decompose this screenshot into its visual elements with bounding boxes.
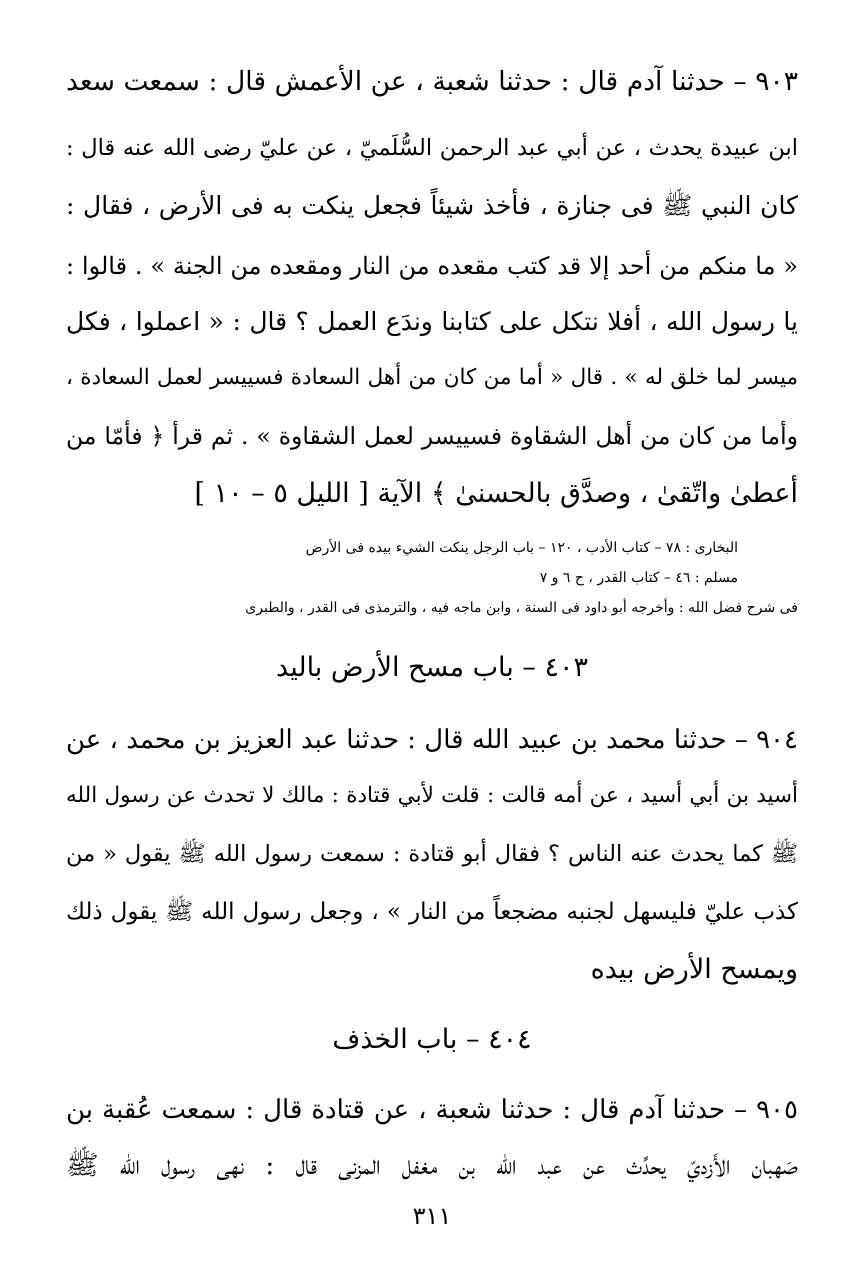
page-number: ٣١١	[412, 1202, 452, 1230]
text-line: ٩٠٥ – حدثنا آدم قال : حدثنا شعبة ، عن قتادة قال : سمعت عُقبة بن	[66, 1095, 798, 1125]
text-line: كذب عليّ فليسهل لجنبه مضجعاً من النار » ، وجعل رسول الله ﷺ يقول ذلك	[66, 899, 798, 925]
text-line: ابن عبيدة يحدث ، عن أبي عبد الرحمن السُّلَميّ ، عن عليّ رضى الله عنه قال :	[66, 135, 798, 161]
chapter-heading-404: ٤٠٤ – باب الخذف	[332, 1024, 532, 1055]
footnote-sharh: فى شرح فضل الله : وأخرجه أبو داود فى السنة ، وابن ماجه فيه ، والترمذى فى القدر ، والطبرى	[245, 600, 798, 616]
text-line: أسيد بن أبي أسيد ، عن أمه قالت : قلت لأبي قتادة : مالك لا تحدث عن رسول الله	[66, 783, 798, 808]
chapter-heading-403: ٤٠٣ – باب مسح الأرض باليد	[276, 652, 588, 683]
footnote-muslim: مسلم : ٤٦ – كتاب القدر ، ح ٦ و ٧	[539, 570, 738, 586]
text-line: ويمسح الأرض بيده	[590, 954, 798, 985]
text-line: ميسر لما خلق له » . قال « أما من كان من أهل السعادة فسييسر لعمل السعادة ،	[66, 365, 798, 390]
text-line: ﷺ كما يحدث عنه الناس ؟ فقال أبو قتادة : سمعت رسول الله ﷺ يقول « من	[66, 841, 798, 867]
text-line: ٩٠٣ – حدثنا آدم قال : حدثنا شعبة ، عن الأعمش قال : سمعت سعد	[66, 66, 798, 97]
text-line: وأما من كان من أهل الشقاوة فسييسر لعمل الشقاوة » . ثم قرأ ﴿ فأمّا من	[66, 422, 798, 450]
text-line: « ما منكم من أحد إلا قد كتب مقعده من النار ومقعده من الجنة » . قالوا :	[66, 252, 798, 280]
text-line: صَهبان الأَزديّ يحدِّث عن عبد الله بن مغفل المزنى قال : نهى رسول الله ﷺ	[66, 1150, 798, 1181]
text-line: يا رسول الله ، أفلا نتكل على كتابنا وندَع العمل ؟ قال : « اعملوا ، فكل	[66, 307, 798, 336]
text-line: ٩٠٤ – حدثنا محمد بن عبيد الله قال : حدثنا عبد العزيز بن محمد ، عن	[66, 725, 798, 755]
text-line: أعطىٰ واتّقىٰ ، وصدَّق بالحسنىٰ ﴾ الآية [ الليل ٥ – ١٠ ]	[194, 478, 798, 509]
footnote-bukhari: البخارى : ٧٨ – كتاب الأدب ، ١٢٠ – باب الرجل ينكت الشيء بيده فى الأرض	[305, 540, 738, 556]
text-line: كان النبي ﷺ فى جنازة ، فأخذ شيئاً فجعل ينكت به فى الأرض ، فقال :	[66, 191, 798, 220]
